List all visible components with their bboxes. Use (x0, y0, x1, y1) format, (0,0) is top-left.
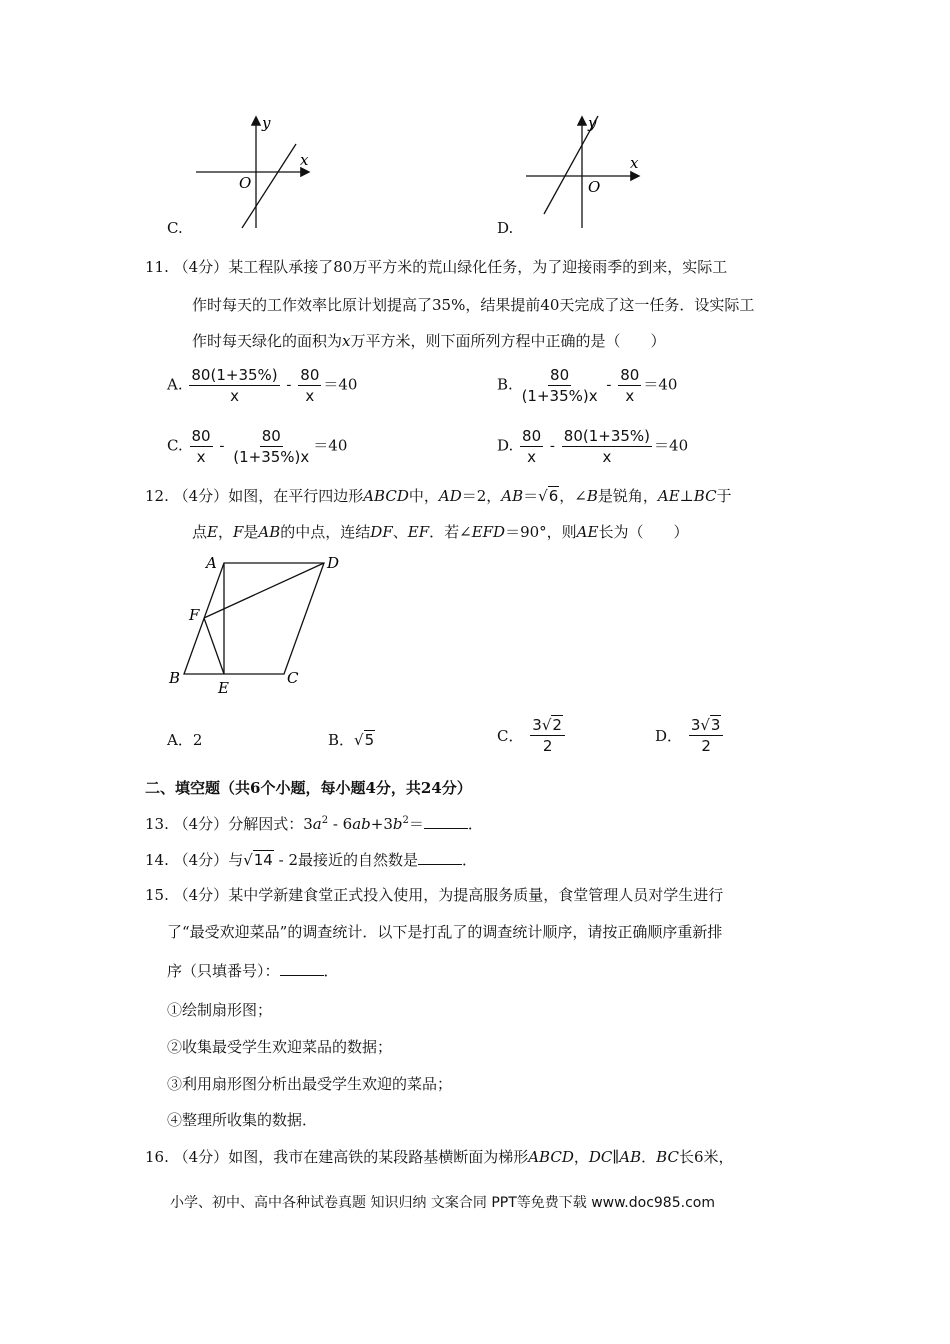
label-c: C (287, 669, 299, 687)
y-axis-label: y (588, 114, 597, 132)
q15-item-4: ④整理所收集的数据． (167, 1111, 318, 1129)
q16-line1 (145, 1146, 734, 1167)
radicand: 2 (552, 716, 562, 734)
text: ＝90°，则 (505, 523, 577, 541)
numerator: 80 (261, 427, 281, 445)
text: E (207, 523, 218, 541)
radicand: 14 (253, 851, 273, 869)
label-a: A (206, 554, 217, 572)
question-score: （4分） (173, 851, 229, 869)
text: 长为（ ） (598, 523, 689, 541)
question-number: 13. (145, 815, 169, 833)
denominator: x (196, 448, 206, 466)
origin-label: O (239, 174, 252, 192)
sqrt-14: √14 (243, 851, 273, 869)
text: 是锐角， (597, 487, 658, 505)
minus-sign: - (549, 436, 555, 455)
equals-40: ＝40 (654, 436, 689, 455)
text: ． (462, 851, 478, 869)
fraction (530, 716, 565, 755)
question-number: 11. (145, 258, 169, 276)
option-label: C． (497, 727, 524, 745)
question-number: 14. (145, 851, 169, 869)
text: ab (352, 815, 371, 833)
numerator: 80 (620, 366, 640, 384)
x-axis-label: x (630, 154, 639, 172)
text: ． (323, 962, 339, 980)
q15-line2: 了“最受欢迎菜品”的调查统计．以下是打乱了的调查统计顺序，请按正确顺序重新排 (167, 923, 723, 941)
text: ． (467, 815, 483, 833)
text: EF (407, 523, 430, 541)
text: +3 (370, 815, 393, 833)
text: 于 (716, 487, 732, 505)
text: DC∥AB (588, 1148, 642, 1166)
q15-item-3: ③利用扇形图分析出最受学生欢迎的菜品； (167, 1075, 453, 1093)
text: 序（只填番号）： (167, 962, 280, 980)
q12-option-d (655, 716, 725, 755)
graph-c (190, 110, 320, 232)
label-f: F (189, 606, 200, 624)
question-number: 16. (145, 1148, 169, 1166)
exponent: 2 (402, 815, 409, 826)
sqrt-6: √6 (538, 487, 559, 505)
numerator: 3√3 (689, 716, 724, 736)
question-number: 12. (145, 487, 169, 505)
denominator: (1+35%)x (521, 387, 598, 405)
parallelogram-abcd (184, 563, 324, 674)
option-c-label: C. (167, 219, 183, 237)
equals-40: ＝40 (313, 436, 348, 455)
question-score: （4分） (173, 258, 229, 276)
text: AB (501, 487, 524, 505)
q11-option-c (167, 427, 347, 466)
text: 、 (392, 523, 408, 541)
q12-option-a: A．2 (167, 731, 203, 749)
coefficient: 3 (690, 716, 701, 734)
option-label: A. (167, 375, 183, 394)
fraction (190, 427, 213, 466)
text: F (232, 523, 244, 541)
q11-option-a (167, 366, 357, 405)
question-score: （4分） (173, 487, 229, 505)
text: a (312, 815, 322, 833)
question-text: 某工程队承接了80万平方米的荒山绿化任务，为了迎接雨季的到来，实际工 (228, 258, 728, 276)
text: b (392, 815, 403, 833)
q12-line1 (145, 485, 732, 506)
parallelogram-figure (160, 550, 360, 700)
question-text: 作时每天绿化的面积为 (192, 332, 343, 350)
graph-d (520, 110, 650, 232)
label-e: E (218, 679, 229, 697)
q12-option-c (497, 716, 567, 755)
label-d: D (327, 554, 340, 572)
fraction (618, 366, 641, 405)
coefficient: 3 (532, 716, 542, 734)
text: 如图，在平行四边形 (228, 487, 364, 505)
text: ＝ (523, 487, 539, 505)
text: 是 (243, 523, 259, 541)
text: 点 (192, 523, 208, 541)
numerator: 80 (522, 427, 542, 445)
q14 (145, 849, 477, 870)
q15-line1 (145, 884, 723, 905)
radicand: 5 (364, 731, 375, 749)
numerator: 3√2 (530, 716, 565, 736)
variable-x: x (342, 332, 351, 350)
option-label: C. (167, 436, 183, 455)
option-label: B. (497, 375, 513, 394)
equals-40: ＝40 (643, 375, 678, 394)
label-b: B (169, 669, 181, 687)
text: ＝2， (461, 487, 502, 505)
fraction (231, 427, 311, 466)
text: 长6米， (678, 1148, 734, 1166)
q11-line3 (192, 330, 666, 351)
text: 某中学新建食堂正式投入使用，为提高服务质量，食堂管理人员对学生进行 (228, 886, 724, 904)
option-label: B． (328, 731, 355, 749)
numerator: 80 (300, 366, 320, 384)
text: AD (438, 487, 462, 505)
text: 的中点，连结 (280, 523, 371, 541)
question-number: 15. (145, 886, 169, 904)
x-axis-label: x (300, 151, 309, 169)
minus-sign: - (286, 375, 292, 394)
q15-item-1: ①绘制扇形图； (167, 1001, 273, 1019)
text: ，∠ (559, 487, 587, 505)
text: ．若∠ (429, 523, 472, 541)
text: 与 (228, 851, 244, 869)
answer-blank[interactable] (424, 814, 468, 829)
text: ， (217, 523, 233, 541)
text: ABCD (528, 1148, 574, 1166)
text: B (586, 487, 598, 505)
answer-blank[interactable] (418, 850, 462, 865)
minus-sign: - (606, 375, 612, 394)
fraction (562, 427, 652, 466)
numerator: 80(1+35%) (563, 427, 651, 445)
text: 分解因式：3 (228, 815, 313, 833)
fraction (298, 366, 321, 405)
section-heading: 二、填空题（共6个小题，每小题4分，共24分） (145, 779, 472, 797)
text: BC (656, 1148, 679, 1166)
equals-40: ＝40 (323, 375, 358, 394)
question-score: （4分） (173, 886, 229, 904)
numerator: 80(1+35%) (191, 366, 278, 384)
text: - 6 (328, 815, 353, 833)
q15-line3 (167, 960, 339, 981)
text: 中， (408, 487, 439, 505)
exponent: 2 (321, 815, 329, 826)
denominator: 2 (701, 737, 711, 755)
numerator: 80 (191, 427, 211, 445)
text: AE (576, 523, 599, 541)
radicand: 6 (548, 487, 559, 505)
q11-line2: 作时每天的工作效率比原计划提高了35%，结果提前40天完成了这一任务．设实际工 (192, 296, 755, 314)
question-score: （4分） (173, 1148, 229, 1166)
fraction (689, 716, 724, 755)
radicand: 3 (710, 716, 721, 734)
text: AE⊥BC (657, 487, 717, 505)
denominator: x (305, 387, 315, 405)
q13 (145, 813, 483, 834)
denominator: 2 (542, 737, 553, 755)
denominator: x (602, 448, 612, 466)
segment-ef (204, 618, 224, 674)
q15-item-2: ②收集最受学生欢迎菜品的数据； (167, 1038, 393, 1056)
option-d-label: D. (497, 219, 514, 237)
sqrt-5: √5 (354, 731, 375, 749)
denominator: (1+35%)x (233, 448, 310, 466)
q11-line1 (145, 256, 727, 277)
text: ． (641, 1148, 657, 1166)
y-axis-label: y (262, 114, 271, 132)
q11-option-b (497, 366, 677, 405)
text: ， (573, 1148, 589, 1166)
question-text: 万平方米，则下面所列方程中正确的是（ ） (350, 332, 666, 350)
option-label: D. (497, 436, 514, 455)
text: - 2最接近的自然数是 (273, 851, 419, 869)
minus-sign: - (219, 436, 225, 455)
text: EFD (471, 523, 506, 541)
q12-option-b (328, 729, 375, 750)
numerator: 80 (550, 366, 570, 384)
text: DF (370, 523, 393, 541)
q12-line2 (192, 521, 688, 542)
page-footer: 小学、初中、高中各种试卷真题 知识归纳 文案合同 PPT等免费下载 www.doc985.com (170, 1195, 715, 1211)
denominator: x (230, 387, 239, 405)
fraction (189, 366, 279, 405)
denominator: x (527, 448, 537, 466)
q11-option-d (497, 427, 688, 466)
denominator: x (625, 387, 635, 405)
text: 如图，我市在建高铁的某段路基横断面为梯形 (228, 1148, 529, 1166)
text: ＝ (408, 815, 424, 833)
segment-df (204, 563, 324, 618)
text: ABCD (363, 487, 409, 505)
fraction (520, 427, 543, 466)
origin-label: O (588, 178, 601, 196)
option-label: D． (655, 727, 683, 745)
question-score: （4分） (173, 815, 229, 833)
answer-blank[interactable] (280, 961, 324, 976)
text: AB (258, 523, 281, 541)
fraction (520, 366, 600, 405)
